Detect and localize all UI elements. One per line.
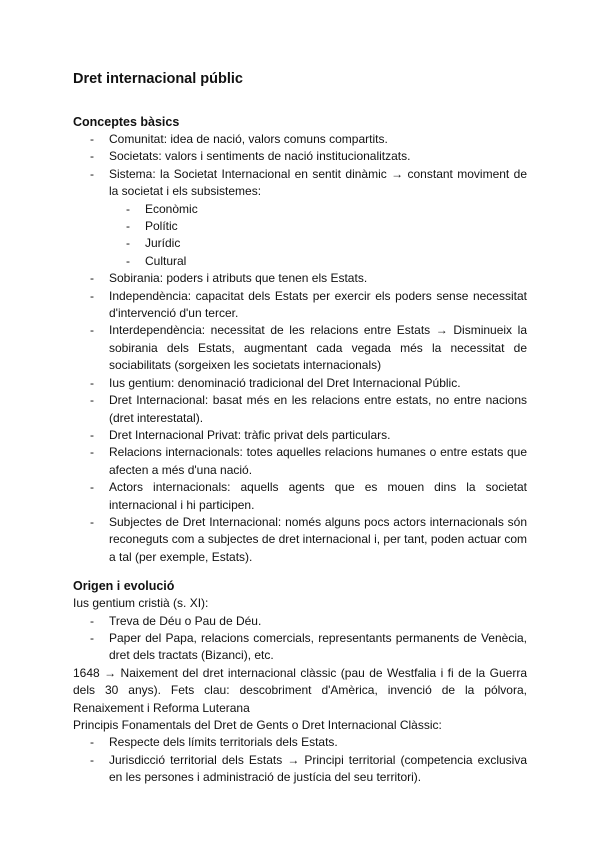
list-item: - Treva de Déu o Pau de Déu. (90, 613, 262, 628)
sub-list-item: - Cultural (126, 253, 187, 268)
list-item: - Comunitat: idea de nació, valors comuns compartits. (90, 132, 388, 146)
list-item: - Societats: valors i sentiments de nació institucionalitzats. (90, 149, 411, 164)
paragraph-1648: 1648 → Naixement del dret internacional clàssic (pau de Westfalia i fi de la Guerra dels 30 anys). Fets clau: descobriment d'Amèrica, invenció de la pólvora, Renaixement i Reforma Luterana (73, 665, 527, 715)
principles-list (73, 734, 527, 786)
principles-intro: Principis Fonamentals del Dret de Gents o Dret Internacional Clàssic: (73, 718, 442, 732)
list-item: - Subjectes de Dret Internacional: només alguns pocs actors internacionals són reconeguts com a subjectes de dret internacional i, per tant, poden actuar com a tal (per exemple, Estats). (90, 514, 527, 564)
subsystems-list (109, 201, 527, 271)
sub-list-item: - Econòmic (126, 201, 198, 216)
section-heading-conceptes: Conceptes bàsics (73, 115, 180, 129)
list-item: - Dret Internacional: basat més en les relacions entre estats, no entre nacions (dret interestatal). (90, 393, 527, 425)
list-item: - Independència: capacitat dels Estats per exercir els poders sense necessitat d'intervenció d'un tercer. (90, 288, 527, 321)
sub-list-item: - Jurídic (126, 236, 181, 251)
section-intro: Ius gentium cristià (s. XI): (73, 596, 209, 611)
concepts-list (73, 131, 527, 566)
list-item: - Jurisdicció territorial dels Estats → Principi territorial (competencia exclusiva en les persones i administració de justícia del seu territori). (90, 752, 527, 785)
list-item: - Ius gentium: denominació tradicional del Dret Internacional Públic. (90, 375, 461, 390)
section-heading-origen: Origen i evolució (73, 579, 175, 594)
list-item: - Interdependència: necessitat de les relacions entre Estats → Disminueix la sobirania dels Estats, augmentant cada vegada més la necessitat de sociabilitats (sorgeixen les societats internacionals) (90, 323, 527, 373)
origins-list (73, 613, 527, 665)
sub-list-item: - Polític (126, 219, 178, 234)
document-body (73, 70, 527, 787)
list-item: - Dret Internacional Privat: tràfic privat dels particulars. (90, 427, 391, 442)
list-item: - Respecte dels límits territorials dels Estats. (90, 735, 338, 750)
document-title: Dret internacional públic (73, 71, 243, 87)
list-item: - Actors internacionals: aquells agents que es mouen dins la societat internacional i hi participen. (90, 480, 527, 512)
list-item: - Sobirania: poders i atributs que tenen els Estats. (90, 271, 368, 286)
list-item: - Sistema: la Societat Internacional en sentit dinàmic → constant moviment de la societat i els subsistemes: - Econòmic - Polític - Jurídic - Cultural (73, 166, 527, 270)
list-item: - Paper del Papa, relacions comercials, representants permanents de Venècia, dret dels tractats (Bizanci), etc. (90, 630, 527, 663)
list-item: - Relacions internacionals: totes aquelles relacions humanes o entre estats que afecten a més d'una nació. (90, 445, 527, 477)
